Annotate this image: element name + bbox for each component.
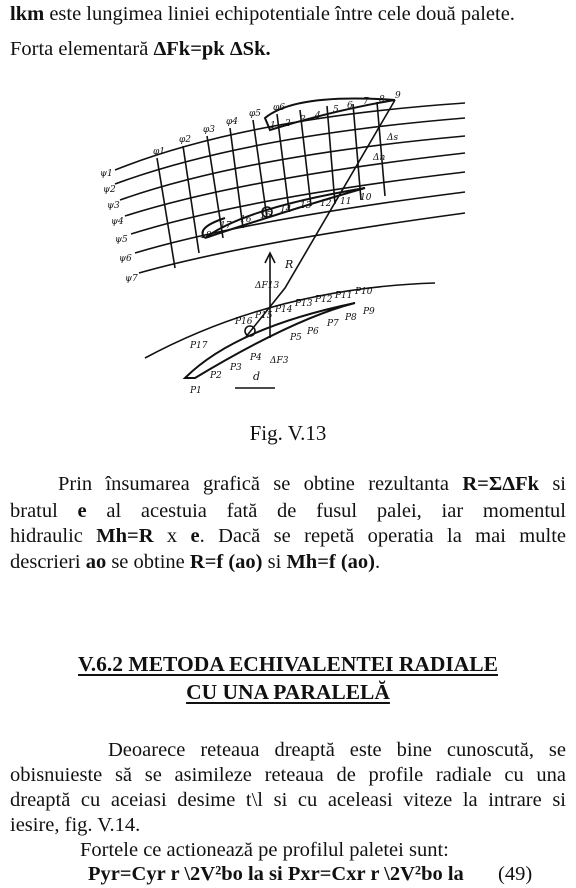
text-line bbox=[10, 524, 566, 548]
force-formula: ΔFk=pk ΔSk. bbox=[153, 38, 271, 60]
text-fragment: Prin însumarea grafică se obtine rezultanta bbox=[58, 473, 463, 495]
pressure-label: P4 bbox=[250, 353, 262, 363]
pressure-label: P13 bbox=[295, 299, 313, 309]
text-fragment: x bbox=[153, 525, 191, 547]
text-fragment: si bbox=[262, 551, 287, 573]
pressure-label: P5 bbox=[290, 333, 302, 343]
delta-n-label: Δn bbox=[373, 153, 386, 163]
section-heading-text: CU UNA PARALELĂ bbox=[186, 680, 390, 704]
section-heading-line-1 bbox=[0, 652, 576, 677]
blade-point-number: 17 bbox=[220, 221, 232, 231]
text-line: dreaptă cu aceiasi desime t\l si cu aceleasi viteze la intrare si bbox=[10, 789, 566, 811]
delta-f3-label: ΔF3 bbox=[270, 356, 289, 366]
pressure-label: P17 bbox=[190, 341, 208, 351]
pressure-label: P15 bbox=[255, 311, 273, 321]
pressure-label: P9 bbox=[363, 307, 375, 317]
text-fragment: . bbox=[374, 551, 381, 573]
text-fragment: descrieri bbox=[10, 551, 86, 573]
text-fragment: se obtine bbox=[106, 551, 190, 573]
blade-point-number: 11 bbox=[340, 197, 352, 207]
formula-fragment: Mh=R bbox=[96, 525, 154, 547]
text-line bbox=[10, 550, 566, 574]
pressure-label: P10 bbox=[355, 287, 373, 297]
psi-label: ψ5 bbox=[115, 235, 128, 245]
pressure-label: P2 bbox=[210, 371, 222, 381]
pressure-label: P7 bbox=[327, 319, 339, 329]
pressure-label: P16 bbox=[235, 317, 253, 327]
pressure-label: P14 bbox=[275, 305, 293, 315]
arm-d-label: d bbox=[253, 370, 261, 383]
pressure-label: P6 bbox=[307, 327, 319, 337]
delta-s-label: Δs bbox=[387, 133, 399, 143]
pressure-label: P8 bbox=[345, 313, 357, 323]
text-line: obisnuieste să se asimileze reteaua de profile radiale cu una bbox=[10, 764, 566, 786]
text-line: iesire, fig. V.14. bbox=[10, 814, 141, 836]
blade-point-number: 8 bbox=[379, 95, 385, 105]
phi-label: φ4 bbox=[226, 117, 239, 127]
formula-fragment: e bbox=[77, 500, 87, 522]
formula-fragment: ao bbox=[85, 551, 107, 573]
section-heading-text: V.6.2 METODA ECHIVALENTEI RADIALE bbox=[78, 652, 498, 676]
formula-fragment: Pyr=Cyr r \2V²bo la si Pxr=Cxr r \2V²bo la bbox=[88, 863, 464, 885]
blade-point-number: 5 bbox=[333, 105, 339, 115]
blade-point-number: 7 bbox=[363, 97, 369, 107]
resultant-r-label: R bbox=[285, 258, 294, 271]
formula-fragment: e bbox=[190, 525, 200, 547]
pressure-label: P11 bbox=[335, 291, 353, 301]
figure-caption: Fig. V.13 bbox=[249, 421, 327, 445]
blade-point-number: 3 bbox=[300, 115, 306, 125]
lkm-symbol: lkm bbox=[10, 3, 45, 25]
psi-label: ψ3 bbox=[107, 201, 120, 211]
figure-v13-diagram bbox=[95, 88, 475, 398]
text-fragment: hidraulic bbox=[10, 525, 97, 547]
pressure-label: P12 bbox=[315, 295, 333, 305]
phi-label: φ1 bbox=[153, 147, 166, 157]
section-heading-line-2 bbox=[0, 680, 576, 705]
text-line-2 bbox=[10, 37, 566, 61]
psi-label: ψ1 bbox=[100, 169, 113, 179]
blade-point-number: 2 bbox=[285, 119, 291, 129]
blade-point-number: 12 bbox=[320, 199, 332, 209]
text-line: Fortele ce actionează pe profilul paletei sunt: bbox=[80, 839, 449, 861]
formula-fragment: Mh=f (ao) bbox=[286, 551, 375, 573]
phi-label: φ5 bbox=[249, 109, 262, 119]
blade-point-number: 14 bbox=[280, 205, 292, 215]
psi-label: ψ7 bbox=[125, 274, 138, 284]
text-fragment: si bbox=[539, 473, 566, 495]
phi-label: φ2 bbox=[179, 135, 192, 145]
blade-point-number: 10 bbox=[360, 193, 372, 203]
text-fragment: bratul bbox=[10, 500, 78, 522]
blade-point-number: 15 bbox=[260, 211, 272, 221]
force-equation bbox=[88, 862, 468, 886]
psi-label: ψ2 bbox=[103, 185, 116, 195]
psi-label: ψ6 bbox=[119, 254, 132, 264]
text-line: Deoarece reteaua dreaptă este bine cunoscută, se bbox=[108, 739, 566, 761]
blade-point-number: 18 bbox=[200, 231, 212, 241]
blade-point-number: 6 bbox=[347, 101, 353, 111]
formula-fragment: R=f (ao) bbox=[189, 551, 263, 573]
blade-point-number: 16 bbox=[240, 215, 252, 225]
blade-point-number: 9 bbox=[395, 91, 401, 101]
equation-number: (49) bbox=[498, 863, 533, 885]
text-line bbox=[10, 499, 566, 523]
text-line bbox=[10, 472, 566, 496]
delta-f13-label: ΔF13 bbox=[255, 281, 280, 291]
blade-point-number: 1 bbox=[270, 121, 276, 131]
phi-label: φ6 bbox=[273, 103, 286, 113]
text-fragment: al acestuia fată de fusul palei, iar momentul bbox=[86, 500, 566, 522]
text-fragment: . Dacă se repetă operatia la mai multe bbox=[199, 525, 566, 547]
text-fragment: Forta elementară bbox=[10, 38, 154, 60]
phi-label: φ3 bbox=[203, 125, 216, 135]
pressure-label: P1 bbox=[190, 386, 202, 396]
blade-point-number: 13 bbox=[300, 201, 312, 211]
pressure-label: P3 bbox=[230, 363, 242, 373]
psi-label: ψ4 bbox=[111, 217, 124, 227]
blade-point-number: 4 bbox=[315, 111, 321, 121]
text-line-1 bbox=[10, 2, 566, 26]
text-fragment: este lungimea liniei echipotentiale între cele două palete. bbox=[44, 3, 515, 25]
formula-fragment: R=ΣΔFk bbox=[462, 473, 539, 495]
